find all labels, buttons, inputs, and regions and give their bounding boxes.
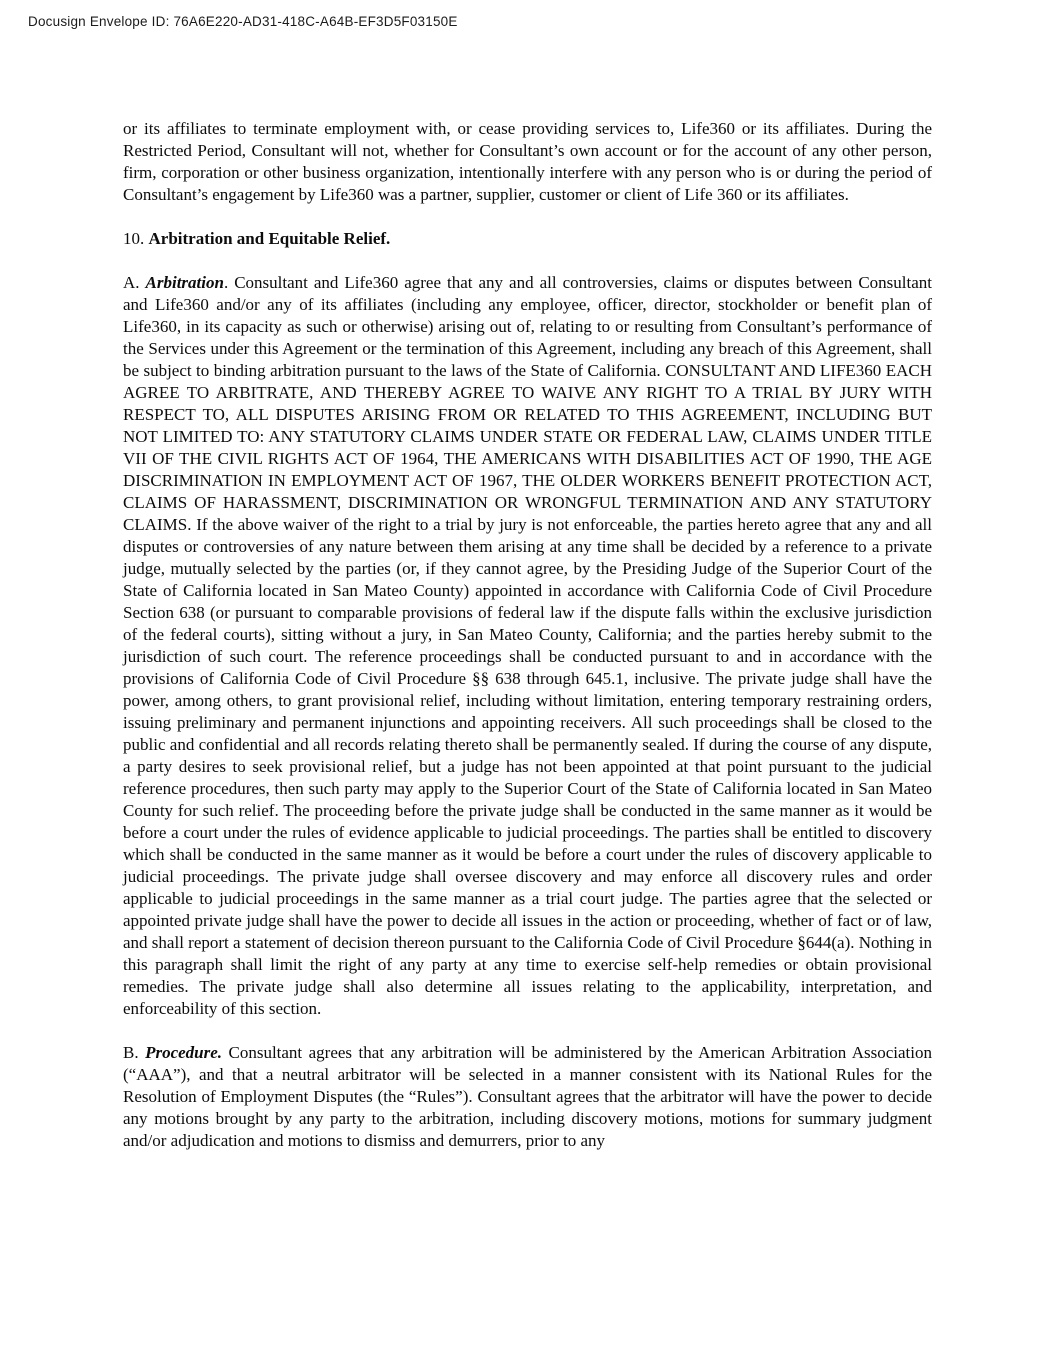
section-heading-arbitration-and-equitable-relief <box>123 228 932 250</box>
text-segment: Arbitration <box>145 273 224 292</box>
text-segment: B. <box>123 1043 146 1062</box>
paragraph-arbitration <box>123 272 932 1020</box>
text-segment: . Consultant and Life360 agree that any and all controversies, claims or disputes between Consultant and Life360 and/or any of its affiliates (including any employee, officer, director, stockholder or benefit plan of Life360, in its capacity as such or otherwise) arising out of, relating to or resulting from Consultant’s performance of the Services under this Agreement or the termination of this Agreement, including any breach of this Agreement, shall be subject to binding arbitration pursuant to the laws of the State of California. CONSULTANT AND LIFE360 EACH AGREE TO ARBITRATE, AND THEREBY AGREE TO WAIVE ANY RIGHT TO A TRIAL BY JURY WITH RESPECT TO, ALL DISPUTES ARISING FROM OR RELATED TO THIS AGREEMENT, INCLUDING BUT NOT LIMITED TO: ANY STATUTORY CLAIMS UNDER STATE OR FEDERAL LAW, CLAIMS UNDER TITLE VII OF THE CIVIL RIGHTS ACT OF 1964, THE AMERICANS WITH DISABILITIES ACT OF 1990, THE AGE DISCRIMINATION IN EMPLOYMENT ACT OF 1967, THE OLDER WORKERS BENEFIT PROTECTION ACT, CLAIMS OF HARASSMENT, DISCRIMINATION OR WRONGFUL TERMINATION AND ANY STATUTORY CLAIMS. If the above waiver of the right to a trial by jury is not enforceable, the parties hereto agree that any and all disputes or controversies of any nature between them arising at any time shall be decided by a reference to a private judge, mutually selected by the parties (or, if they cannot agree, by the Presiding Judge of the Superior Court of the State of California located in San Mateo County) appointed in accordance with California Code of Civil Procedure Section 638 (or pursuant to comparable provisions of federal law if the dispute falls within the exclusive jurisdiction of the federal courts), sitting without a jury, in San Mateo County, California; and the parties hereby submit to the jurisdiction of such court. The reference proceedings shall be conducted pursuant to and in accordance with the provisions of California Code of Civil Procedure §§ 638 through 645.1, inclusive. The private judge shall have the power, among others, to grant provisional relief, including without limitation, entering temporary restraining orders, issuing preliminary and permanent injunctions and appointing receivers. All such proceedings shall be closed to the public and confidential and all records relating thereto shall be permanently sealed. If during the course of any dispute, a party desires to seek provisional relief, but a judge has not been appointed at that point pursuant to the judicial reference procedures, then such party may apply to the Superior Court of the State of California located in San Mateo County for such relief. The proceeding before the private judge shall be conducted in the same manner as it would be before a court under the rules of evidence applicable to judicial proceedings. The parties shall be entitled to discovery which shall be conducted in the same manner as it would be before a court under the rules of discovery applicable to judicial proceedings. The private judge shall oversee discovery and may enforce all discovery rules and order applicable to judicial proceedings in the same manner as a trial court judge. The parties agree that the selected or appointed private judge shall have the power to decide all issues in the action or proceeding, whether of fact or of law, and shall report a statement of decision thereon pursuant to the California Code of Civil Procedure §644(a). Nothing in this paragraph shall limit the right of any party at any time to exercise self-help remedies or obtain provisional remedies. The private judge shall also determine all issues relating to the applicability, interpretation, and enforceability of this section. <box>123 273 932 1018</box>
text-segment: 10. <box>123 229 149 248</box>
text-segment: Arbitration and Equitable Relief. <box>148 229 391 248</box>
text-segment: or its affiliates to terminate employment with, or cease providing services to, Life360 or its affiliates. During the Restricted Period, Consultant will not, whether for Consultant’s own account or for the account of any other person, firm, corporation or other business organization, intentionally interfere with any person who is or during the period of Consultant’s engagement by Life360 was a partner, supplier, customer or client of Life 360 or its affiliates. <box>123 119 932 204</box>
text-segment: A. <box>123 273 146 292</box>
text-segment: Consultant agrees that any arbitration will be administered by the American Arbitration Association (“AAA”), and that a neutral arbitrator will be selected in a manner consistent with its National Rules for the Resolution of Employment Disputes (the “Rules”). Consultant agrees that the arbitrator will have the power to decide any motions brought by any party to the arbitration, including discovery motions, motions for summary judgment and/or adjudication and motions to dismiss and demurrers, prior to any <box>123 1043 932 1150</box>
paragraph-procedure <box>123 1042 932 1152</box>
paragraph-non-interference <box>123 118 932 206</box>
text-segment: Procedure. <box>145 1043 223 1062</box>
docusign-envelope-id: Docusign Envelope ID: 76A6E220-AD31-418C-A64B-EF3D5F03150E <box>28 14 458 29</box>
document-body <box>123 118 932 1152</box>
